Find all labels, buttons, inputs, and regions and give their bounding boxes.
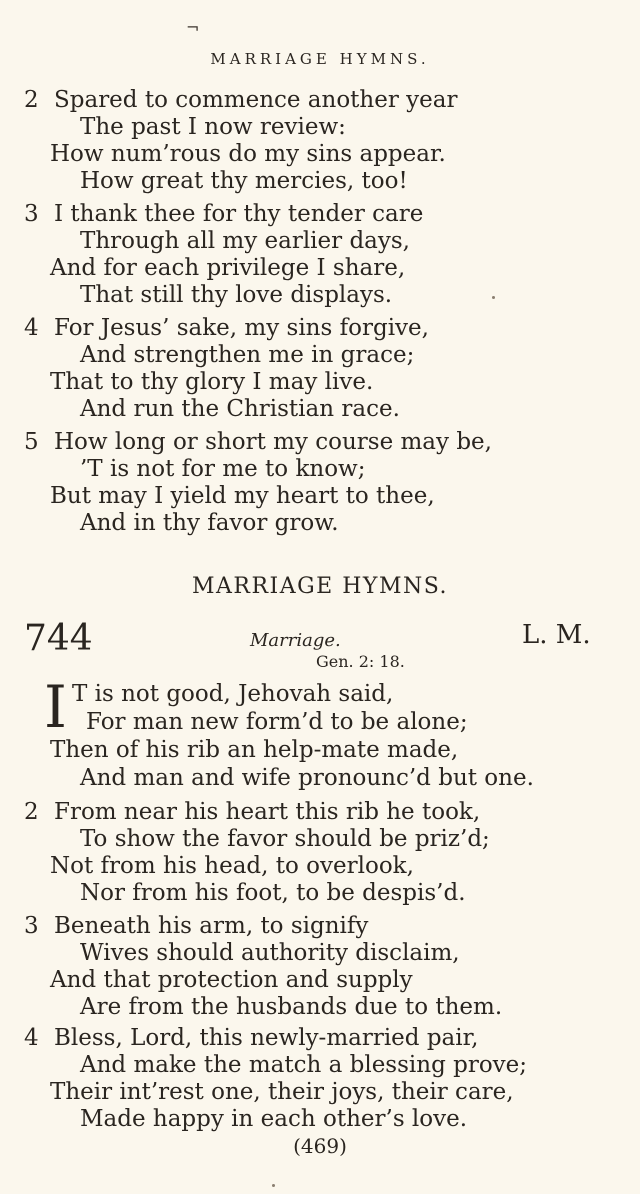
verse-line: To show the favor should be priz’d; xyxy=(80,826,490,852)
drop-cap: I xyxy=(44,673,67,741)
stanza-number: 3 xyxy=(24,913,39,939)
stanza-number: 4 xyxy=(24,1025,39,1051)
verse-line: And for each privilege I share, xyxy=(50,255,406,281)
hymn-meter: L. M. xyxy=(522,620,591,650)
verse-line: T is not good, Jehovah said, xyxy=(72,681,394,707)
verse-line: Not from his head, to overlook, xyxy=(50,853,414,879)
stanza-number: 5 xyxy=(24,429,39,455)
print-speck xyxy=(272,1184,275,1187)
verse-line: Spared to commence another year xyxy=(54,87,458,113)
verse-line: How num’rous do my sins appear. xyxy=(50,141,446,167)
verse-line: And run the Christian race. xyxy=(80,396,400,422)
verse-line: Beneath his arm, to signify xyxy=(54,913,369,939)
stanza-number: 4 xyxy=(24,315,39,341)
verse-line: How long or short my course may be, xyxy=(54,429,492,455)
verse-line: Wives should authority disclaim, xyxy=(80,940,460,966)
verse-line: And man and wife pronounc’d but one. xyxy=(80,765,534,791)
verse-line: Their int’rest one, their joys, their care, xyxy=(50,1079,514,1105)
verse-line: Through all my earlier days, xyxy=(80,228,410,254)
verse-line: That to thy glory I may live. xyxy=(50,369,374,395)
hymn-title: Marriage. xyxy=(250,630,341,651)
verse-line: Bless, Lord, this newly-married pair, xyxy=(54,1025,479,1051)
verse-line: For Jesus’ sake, my sins forgive, xyxy=(54,315,429,341)
verse-line: ’T is not for me to know; xyxy=(80,456,366,482)
verse-line: But may I yield my heart to thee, xyxy=(50,483,435,509)
verse-line: And that protection and supply xyxy=(50,967,413,993)
verse-line: And strengthen me in grace; xyxy=(80,342,415,368)
verse-line: I thank thee for thy tender care xyxy=(54,201,424,227)
page-number: (469) xyxy=(293,1134,347,1158)
stanza-number: 2 xyxy=(24,799,39,825)
verse-line: How great thy mercies, too! xyxy=(80,168,408,194)
scripture-reference: Gen. 2: 18. xyxy=(316,652,405,671)
verse-line: Then of his rib an help-mate made, xyxy=(50,737,459,763)
section-title: MARRIAGE HYMNS. xyxy=(191,574,448,599)
verse-line: Are from the husbands due to them. xyxy=(80,994,503,1020)
hymn-number: 744 xyxy=(24,618,93,659)
verse-line: For man new form’d to be alone; xyxy=(86,709,468,735)
verse-line: And in thy favor grow. xyxy=(80,510,339,536)
verse-line: The past I now review: xyxy=(80,114,346,140)
verse-line: That still thy love displays. xyxy=(80,282,393,308)
running-header: MARRIAGE HYMNS. xyxy=(210,50,430,68)
verse-line: And make the match a blessing prove; xyxy=(80,1052,528,1078)
verse-line: From near his heart this rib he took, xyxy=(54,799,481,825)
stanza-number: 2 xyxy=(24,87,39,113)
print-speck xyxy=(492,296,495,299)
hook-mark: ¬ xyxy=(186,18,200,37)
verse-line: Nor from his foot, to be despis’d. xyxy=(80,880,466,906)
verse-line: Made happy in each other’s love. xyxy=(80,1106,468,1132)
stanza-number: 3 xyxy=(24,201,39,227)
